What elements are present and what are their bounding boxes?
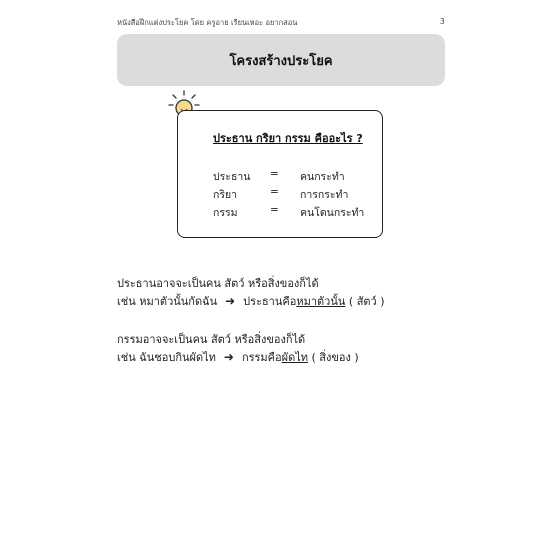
definition-title: ประธาน กริยา กรรม คืออะไร ? (213, 132, 363, 145)
term-object: กรรม (213, 207, 238, 219)
meaning-verb: การกระทำ (300, 189, 349, 201)
equals-sign: = (270, 186, 279, 198)
term-verb: กริยา (213, 189, 238, 201)
subject-statement: ประธานอาจจะเป็นคน สัตว์ หรือสิ่งของก็ได้ (117, 277, 319, 290)
example-sentence: หมาตัวนั้นกัดฉัน (139, 295, 218, 308)
subject-example (117, 292, 385, 310)
example-label: เช่น (117, 351, 136, 364)
meaning-object: คนโดนกระทำ (300, 207, 365, 219)
definition-row-verb (213, 186, 373, 204)
header-title: หนังสือฝึกแต่งประโยค โดย ครูอาย เรียนเหอะ อยากสอน (117, 18, 298, 27)
result-note: ( สิ่งของ ) (311, 351, 359, 364)
subject-section (117, 274, 385, 310)
equals-sign: = (270, 168, 279, 180)
definition-row-object (213, 204, 373, 222)
result-note: ( สัตว์ ) (348, 295, 385, 308)
definition-box (177, 110, 383, 238)
banner-title: โครงสร้างประโยค (229, 53, 333, 69)
arrow-right-icon: ➜ (225, 294, 236, 308)
object-statement: กรรมอาจจะเป็นคน สัตว์ หรือสิ่งของก็ได้ (117, 333, 306, 346)
meaning-subject: คนกระทำ (300, 171, 345, 183)
section-banner (117, 34, 445, 86)
result-prefix: กรรมคือ (241, 351, 282, 364)
arrow-right-icon: ➜ (223, 350, 234, 364)
example-sentence: ฉันชอบกินผัดไท (139, 351, 216, 364)
term-subject: ประธาน (213, 171, 251, 183)
definition-row-subject (213, 168, 373, 186)
page-number: 3 (440, 17, 445, 26)
object-example (117, 348, 359, 366)
object-section (117, 330, 359, 366)
result-word: หมาตัวนั้น (296, 295, 346, 308)
result-prefix: ประธานคือ (243, 295, 297, 308)
result-word: ผัดไท (281, 351, 309, 364)
equals-sign: = (270, 204, 279, 216)
example-label: เช่น (117, 295, 136, 308)
